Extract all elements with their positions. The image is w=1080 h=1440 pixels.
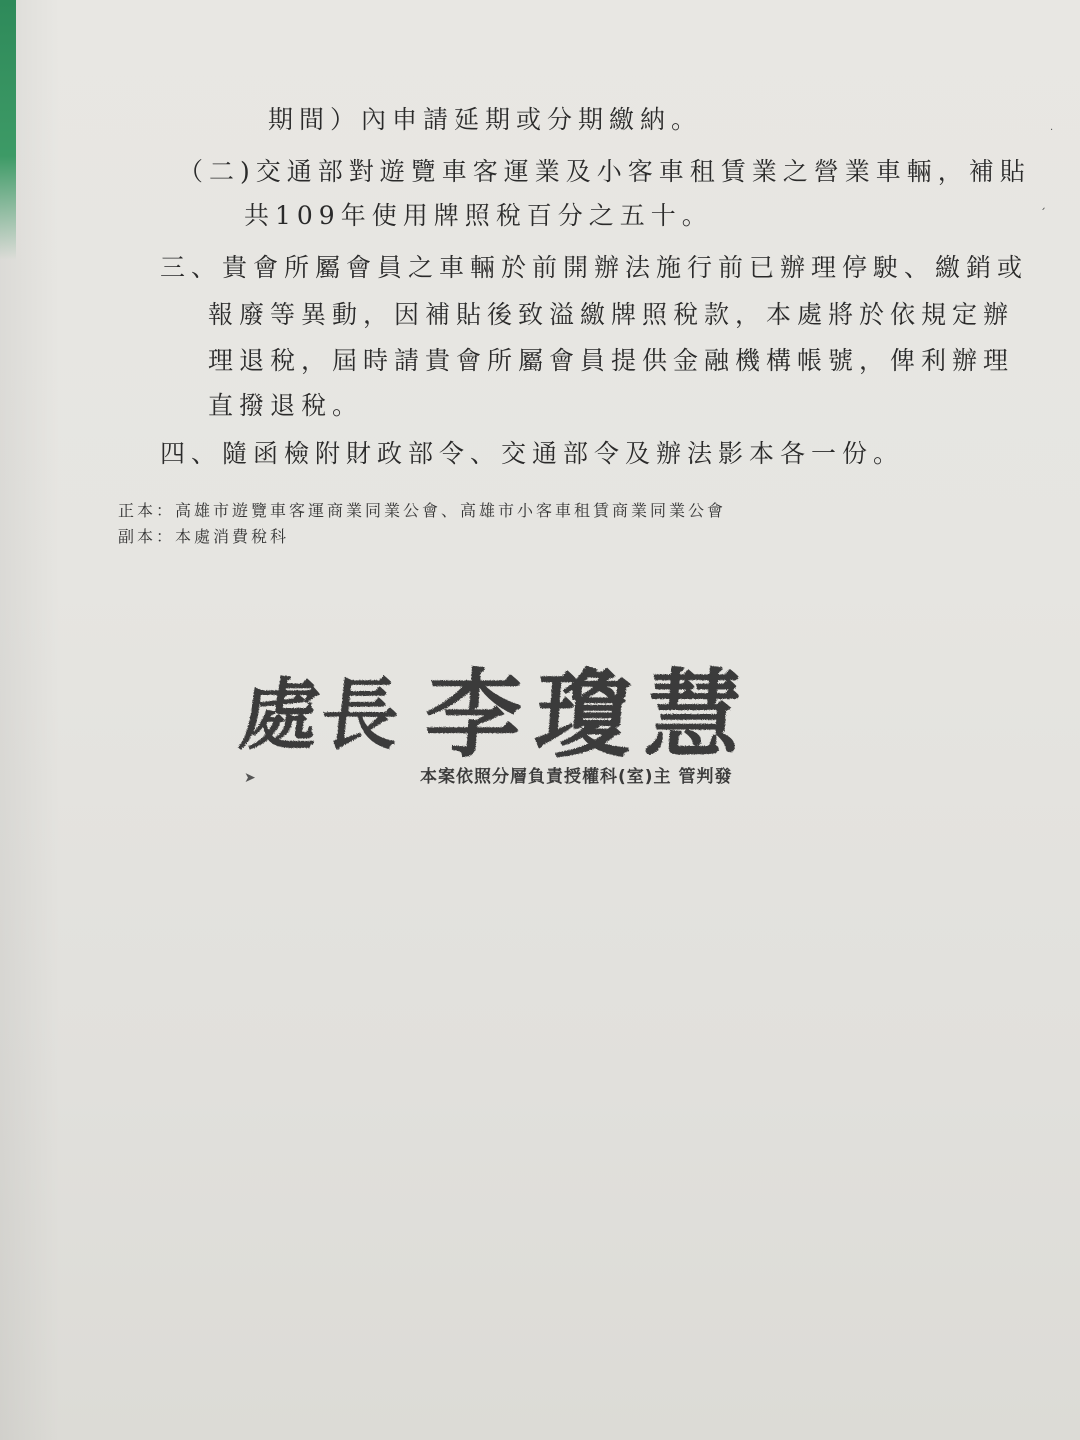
svg-text:長: 長 bbox=[316, 670, 404, 761]
svg-text:慧: 慧 bbox=[641, 658, 746, 771]
carbon-copy-recipients: 副本：本處消費稅科 bbox=[118, 527, 290, 546]
dot-mark-icon: · bbox=[1050, 125, 1054, 136]
signature-stamp bbox=[234, 650, 770, 771]
delegation-note: 本案依照分層負責授權科(室)主 管判發 bbox=[420, 767, 733, 787]
body-line-1: 期間）內申請延期或分期繳納。 bbox=[268, 105, 703, 134]
original-copy-recipients: 正本：高雄市遊覽車客運商業同業公會、高雄市小客車租賃商業同業公會 bbox=[118, 501, 727, 520]
body-line-2: （二)交通部對遊覽車客運業及小客車租賃業之營業車輛，補貼 bbox=[178, 157, 1031, 186]
svg-text:瓊: 瓊 bbox=[531, 658, 636, 771]
arrow-mark-icon: ➤ bbox=[244, 770, 256, 786]
body-line-5: 報廢等異動，因補貼後致溢繳牌照稅款，本處將於依規定辦 bbox=[208, 300, 1015, 329]
binder-edge bbox=[0, 0, 16, 260]
body-line-6: 理退稅，屆時請貴會所屬會員提供金融機構帳號，俾利辦理 bbox=[208, 346, 1015, 375]
body-line-7: 直撥退稅。 bbox=[208, 391, 364, 420]
body-line-8: 四、隨函檢附財政部令、交通部令及辦法影本各一份。 bbox=[160, 439, 905, 468]
body-line-3: 共109年使用牌照稅百分之五十。 bbox=[244, 201, 713, 230]
svg-text:李: 李 bbox=[421, 658, 526, 771]
svg-text:處: 處 bbox=[234, 669, 326, 761]
body-line-4: 三、貴會所屬會員之車輛於前開辦法施行前已辦理停駛、繳銷或 bbox=[160, 253, 1029, 282]
tick-mark-icon: ˏ bbox=[1040, 196, 1046, 210]
